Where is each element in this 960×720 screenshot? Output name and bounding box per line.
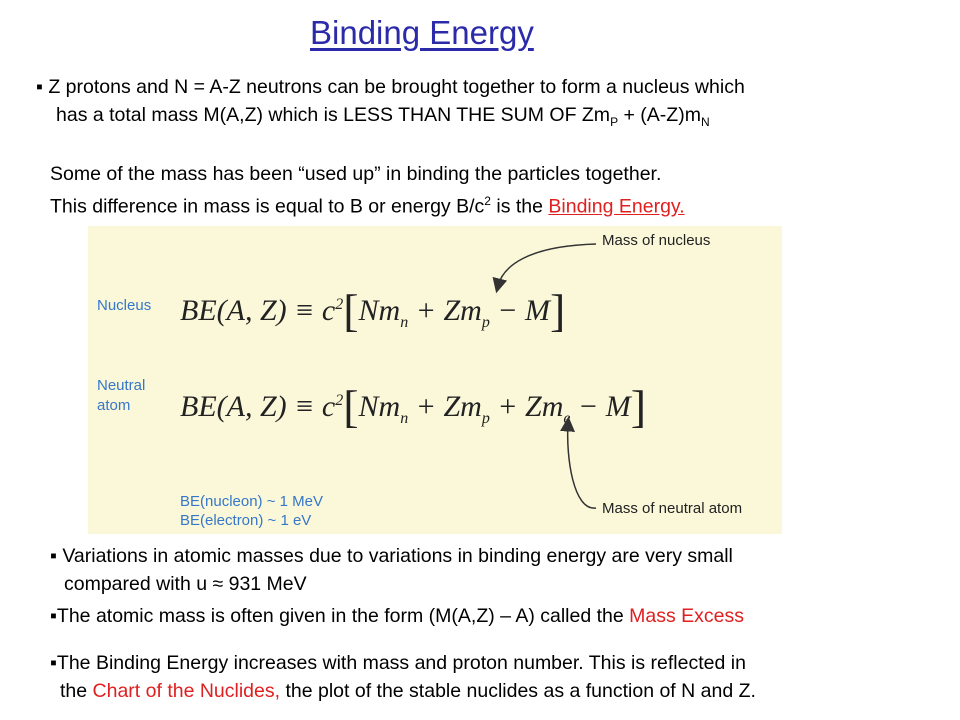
bullet-3-text: The Binding Energy increases with mass and proton number. This is reflected in [56,652,746,674]
bullet-1-line2: compared with u ≈ 931 MeV [64,573,307,595]
eq1-nm: Nm [358,294,401,327]
eq2-nm: Nm [358,390,401,423]
mass-excess-term: Mass Excess [629,605,744,627]
eq2-zmp: + Zm [408,390,482,423]
para2-line2 [50,189,685,219]
bullet-1-text: Variations in atomic masses due to variations in binding energy are very small [62,545,733,567]
para1-text-line2: has a total mass M(A,Z) which is LESS THAN THE SUM OF Zm [56,104,611,126]
arrow-to-nucleus-mass [498,244,596,286]
bullet-icon: ▪ [50,605,57,627]
bullet-icon: ▪ [50,652,57,674]
annotation-mass-of-neutral-atom: Mass of neutral atom [602,500,743,517]
annotation-mass-of-nucleus: Mass of nucleus [602,232,711,249]
be-electron: BE(electron) ~ 1 eV [180,512,312,529]
eq1-minus-m: − M [489,294,551,327]
eq2-sq: 2 [335,392,344,409]
neutral-label-1: Neutral [97,377,146,394]
bracket-open-icon: [ [343,285,359,336]
annotation-arrows [88,226,782,534]
bracket-close-icon: ] [550,285,566,336]
superscript-2: 2 [484,194,491,208]
para2-line1: Some of the mass has been “used up” in binding the particles together. [50,163,662,185]
eq2-zme: + Zm [489,390,564,423]
eq2-minus-m: − M [570,390,631,423]
subscript-p: P [610,114,619,129]
eq1-sub-n: n [400,314,409,331]
bullet-icon: ▪ [50,545,57,567]
bullet-2 [50,604,744,628]
subscript-n: N [700,114,710,129]
bracket-close-icon: ] [630,381,647,432]
bullet-1-line1 [50,544,733,568]
neutral-label-2: atom [97,397,131,414]
para1-text-line2-mid: + (A-Z)m [618,104,701,126]
para1-text-line1: Z protons and N = A-Z neutrons can be brought together to form a nucleus which [48,76,745,98]
bullet-3-post: the plot of the stable nuclides as a function of N and Z. [280,680,756,702]
eq2-sub-p: p [481,410,490,427]
chart-of-nuclides-term: Chart of the Nuclides, [92,680,281,702]
para1-line2 [56,103,710,134]
be-nucleon: BE(nucleon) ~ 1 MeV [180,493,323,510]
arrow-to-atom-mass [568,424,596,508]
eq1-zm: + Zm [408,294,482,327]
bullet-3-pre: the [60,680,93,702]
eq2-lhs: BE(A, Z) ≡ c [180,390,336,423]
binding-energy-link[interactable]: Binding Energy. [548,195,685,218]
bullet-icon: ▪ [36,76,43,98]
eq1-lhs: BE(A, Z) ≡ c [180,294,336,327]
eq1-sq: 2 [335,296,344,313]
para2-text-mid: is the [490,195,549,218]
bullet-3-line2 [60,679,756,703]
page-title: Binding Energy [310,14,534,51]
eq2-sub-e: e [563,410,571,427]
nucleus-label: Nucleus [97,297,152,314]
eq2-sub-n: n [400,410,409,427]
bullet-3-line1 [50,651,746,675]
bullet-2-text: The atomic mass is often given in the form (M(A,Z) – A) called the [56,605,630,627]
eq1-sub-p: p [481,314,490,331]
bracket-open-icon: [ [343,381,359,432]
para2-text: This difference in mass is equal to B or energy B/c [50,195,485,218]
para1-line1 [36,75,745,99]
equation-figure [88,226,782,534]
